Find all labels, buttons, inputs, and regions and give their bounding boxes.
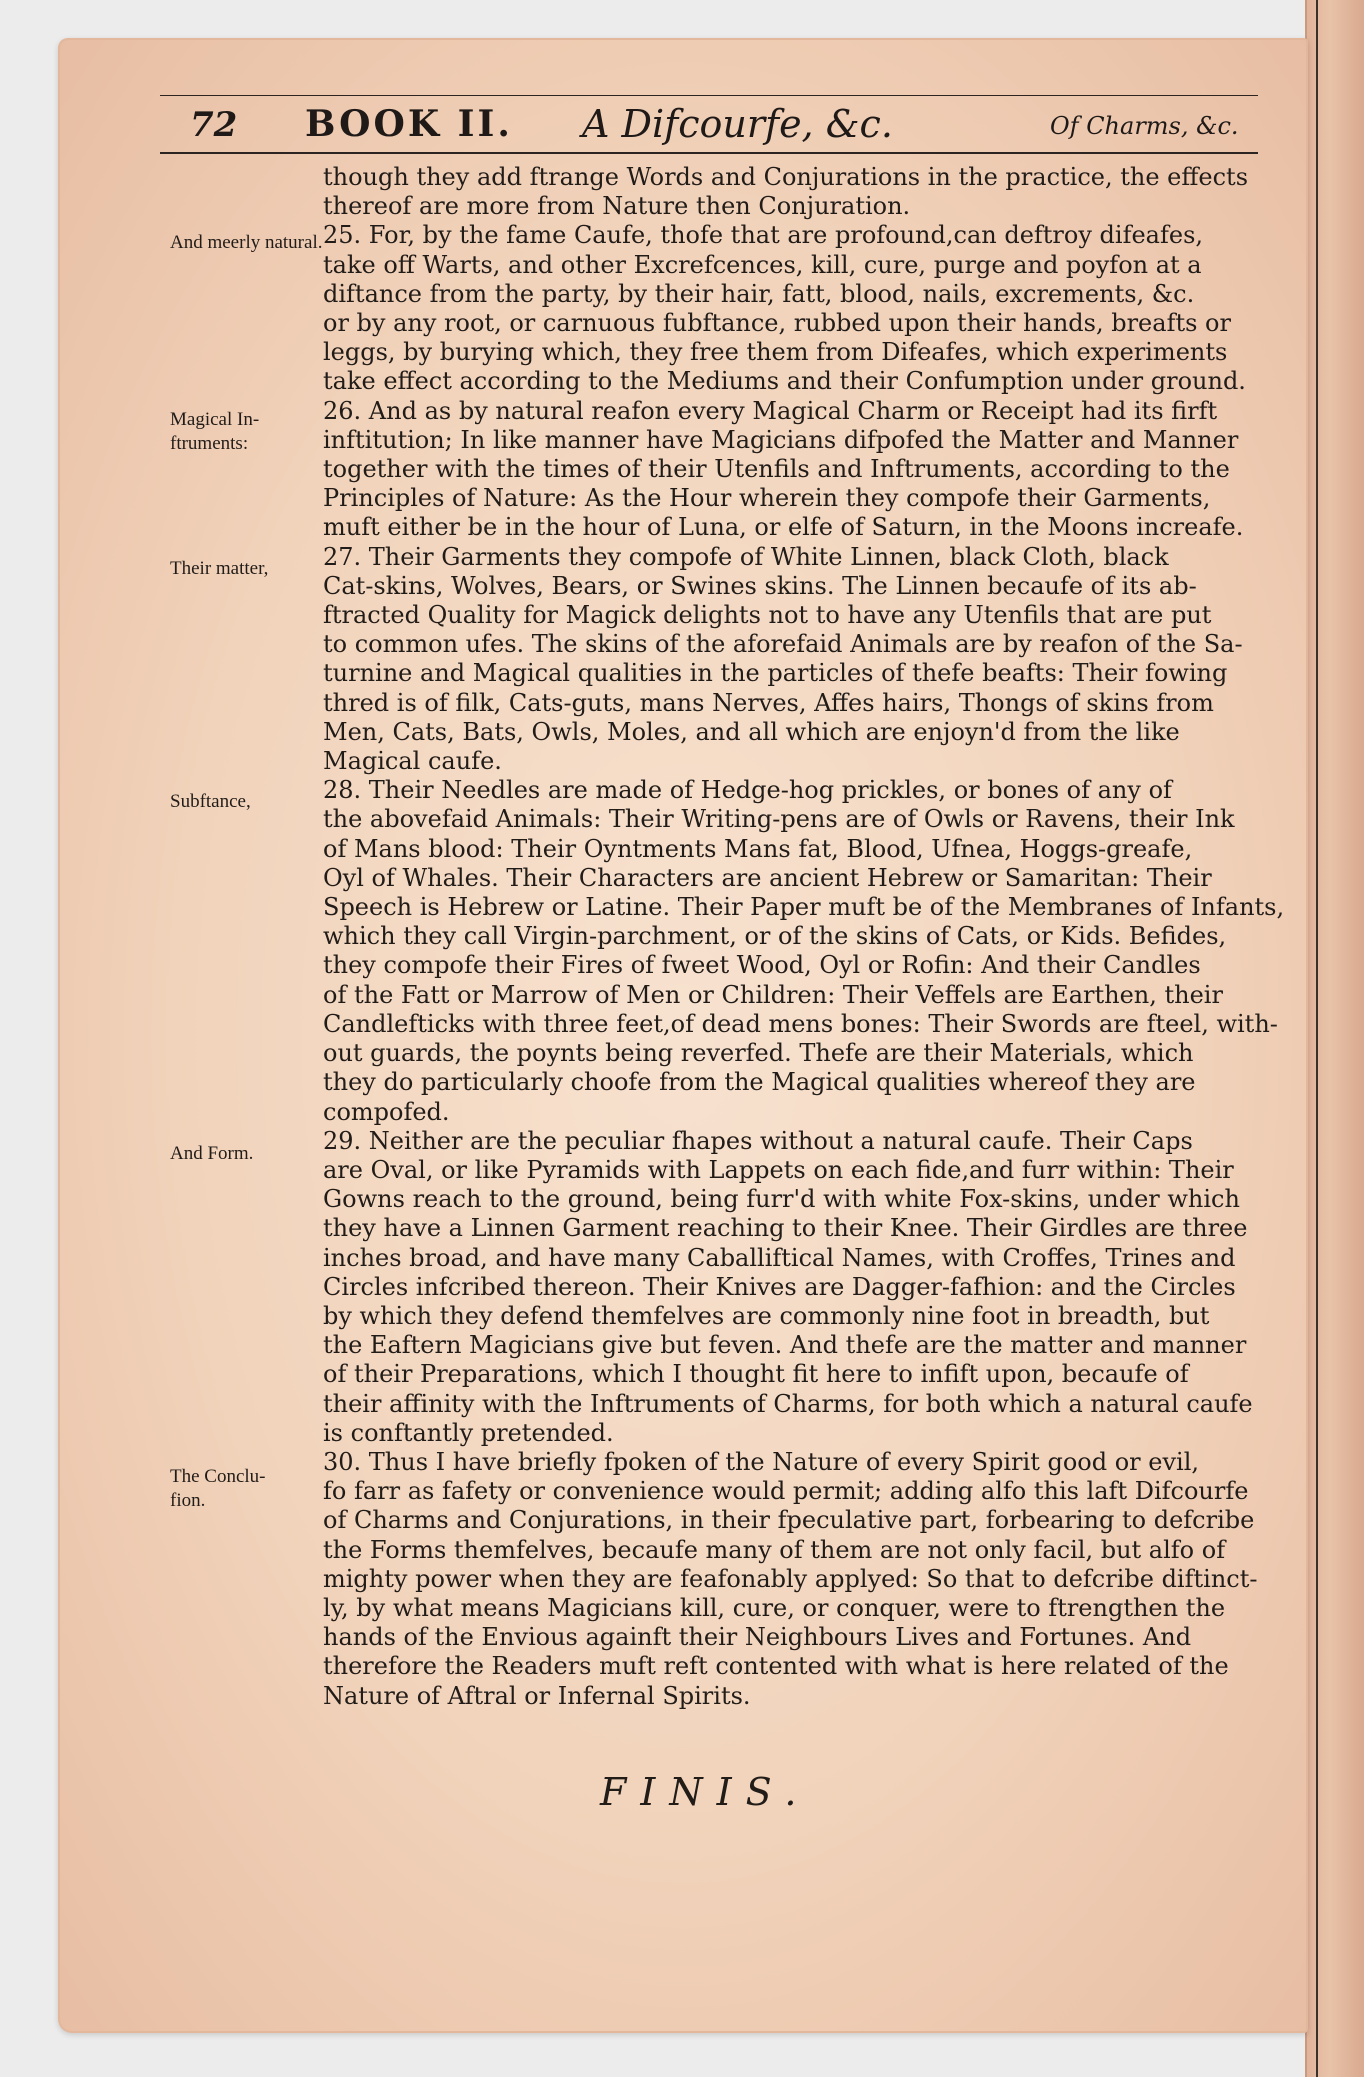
margin-note: And Form. xyxy=(170,1143,254,1164)
text-line: Circles infcribed thereon. Their Knives are Dagger-fafhion: and the Circles xyxy=(323,1272,1236,1301)
text-line: hands of the Envious againft their Neighbours Lives and Fortunes. And xyxy=(323,1623,1192,1652)
text-line: fo farr as fafety or convenience would permit; adding alfo this laft Difcourfe xyxy=(323,1477,1249,1506)
text-line: ftracted Quality for Magick delights not to have any Utenfils that are put xyxy=(323,601,1212,630)
text-line: take off Warts, and other Excrefcences, kill, cure, purge and poyfon at a xyxy=(323,250,1202,279)
text-line: 28. Their Needles are made of Hedge-hog prickles, or bones of any of xyxy=(323,776,1172,805)
text-line: compofed. xyxy=(323,1097,450,1126)
text-line: 26. And as by natural reafon every Magical Charm or Receipt had its firft xyxy=(323,396,1218,425)
text-line: of the Fatt or Marrow of Men or Children: Their Veffels are Earthen, their xyxy=(323,980,1223,1009)
page-number: 72 xyxy=(190,105,238,145)
text-line: inftitution; In like manner have Magicians difpofed the Matter and Manner xyxy=(323,425,1239,454)
text-line: their affinity with the Inftruments of Charms, for both which a natural caufe xyxy=(323,1389,1253,1418)
text-line: 30. Thus I have briefly fpoken of the Nature of every Spirit good or evil, xyxy=(323,1447,1200,1476)
text-line: the abovefaid Animals: Their Writing-pens are of Owls or Ravens, their Ink xyxy=(323,805,1235,834)
text-line: though they add ftrange Words and Conjurations in the practice, the effects xyxy=(323,163,1249,191)
header-rule-top xyxy=(160,95,1258,96)
body-text xyxy=(323,163,1285,1711)
text-line: are Oval, or like Pyramids with Lappets on each fide,and furr within: Their xyxy=(323,1155,1234,1184)
text-line: Magical caufe. xyxy=(323,747,502,776)
finis: FINIS. xyxy=(600,1770,811,1814)
text-line: out guards, the poynts being reverfed. Thefe are their Materials, which xyxy=(323,1039,1194,1068)
text-line: to common ufes. The skins of the aforefaid Animals are by reafon of the Sa- xyxy=(323,630,1243,659)
text-line: thereof are more from Nature then Conjuration. xyxy=(323,192,911,221)
margin-note: Magical In- xyxy=(170,409,260,430)
text-line: inches broad, and have many Caballiftical Names, with Croffes, Trines and xyxy=(323,1243,1236,1272)
text-line: Nature of Aftral or Infernal Spirits. xyxy=(323,1681,751,1710)
text-line: is conftantly pretended. xyxy=(323,1418,614,1447)
spine-edge xyxy=(1316,0,1318,2077)
margin-note: And meerly natural. xyxy=(170,232,323,253)
text-line: together with the times of their Utenfils and Inftruments, according to the xyxy=(323,455,1230,484)
text-line: the Eaftern Magicians give but feven. And thefe are the matter and manner xyxy=(323,1331,1247,1360)
text-line: Speech is Hebrew or Latine. Their Paper muft be of the Membranes of Infants, xyxy=(323,893,1285,922)
text-line: they compofe their Fires of fweet Wood, Oyl or Rofin: And their Candles xyxy=(323,951,1201,980)
text-line: Men, Cats, Bats, Owls, Moles, and all which are enjoyn'd from the like xyxy=(323,717,1180,746)
text-line: leggs, by burying which, they free them from Difeafes, which experiments xyxy=(323,338,1228,367)
text-line: they have a Linnen Garment reaching to their Knee. Their Girdles are three xyxy=(323,1214,1248,1243)
book-label: BOOK II. xyxy=(305,103,513,145)
margin-note: Subftance, xyxy=(170,791,251,812)
running-head: Of Charms, &c. xyxy=(1050,112,1239,140)
text-line: thred is of filk, Cats-guts, mans Nerves, Affes hairs, Thongs of skins from xyxy=(323,688,1214,717)
margin-note: The Conclu- xyxy=(170,1466,266,1487)
text-line: 25. For, by the fame Caufe, thofe that are profound,can deftroy difeafes, xyxy=(323,221,1204,250)
text-line: Candlefticks with three feet,of dead mens bones: Their Swords are fteel, with- xyxy=(323,1009,1278,1038)
text-line: by which they defend themfelves are commonly nine foot in breadth, but xyxy=(323,1301,1210,1330)
text-line: of their Preparations, which I thought fit here to infift upon, becaufe of xyxy=(323,1360,1189,1389)
text-line: ly, by what means Magicians kill, cure, or conquer, were to ftrengthen the xyxy=(323,1593,1226,1622)
text-line: 29. Neither are the peculiar fhapes without a natural caufe. Their Caps xyxy=(323,1126,1193,1155)
text-line: which they call Virgin-parchment, or of the skins of Cats, or Kids. Befides, xyxy=(323,922,1227,951)
book-spine xyxy=(1305,0,1364,2077)
text-line: Oyl of Whales. Their Characters are ancient Hebrew or Samaritan: Their xyxy=(323,863,1212,892)
text-line: of Charms and Conjurations, in their fpeculative part, forbearing to defcribe xyxy=(323,1506,1255,1535)
text-line: Cat-skins, Wolves, Bears, or Swines skins. The Linnen becaufe of its ab- xyxy=(323,571,1197,600)
text-line: 27. Their Garments they compofe of White Linnen, black Cloth, black xyxy=(323,542,1169,571)
text-line: of Mans blood: Their Oyntments Mans fat, Blood, Ufnea, Hoggs-greafe, xyxy=(323,834,1193,863)
text-line: Gowns reach to the ground, being furr'd with white Fox-skins, under which xyxy=(323,1185,1240,1214)
margin-note: fion. xyxy=(170,1490,206,1511)
text-line: turnine and Magical qualities in the particles of thefe beafts: Their fowing xyxy=(323,659,1228,688)
header-rule xyxy=(160,152,1258,154)
page-title: A Difcourfe, &c. xyxy=(582,102,893,146)
margin-note: ftruments: xyxy=(170,433,249,454)
text-line: therefore the Readers muft reft contented with what is here related of the xyxy=(323,1652,1229,1681)
text-line: or by any root, or carnuous fubftance, rubbed upon their hands, breafts or xyxy=(323,309,1231,338)
margin-note: Their matter, xyxy=(170,558,269,579)
text-line: take effect according to the Mediums and their Confumption under ground. xyxy=(323,367,1246,396)
text-line: they do particularly choofe from the Magical qualities whereof they are xyxy=(323,1068,1196,1097)
text-line: Principles of Nature: As the Hour wherein they compofe their Garments, xyxy=(323,484,1211,513)
text-line: diftance from the party, by their hair, fatt, blood, nails, excrements, &c. xyxy=(323,279,1195,308)
text-line: muft either be in the hour of Luna, or elfe of Saturn, in the Moons increafe. xyxy=(323,513,1244,542)
text-line: mighty power when they are feafonably applyed: So that to defcribe diftinct- xyxy=(323,1564,1258,1593)
text-line: the Forms themfelves, becaufe many of them are not only facil, but alfo of xyxy=(323,1535,1226,1564)
